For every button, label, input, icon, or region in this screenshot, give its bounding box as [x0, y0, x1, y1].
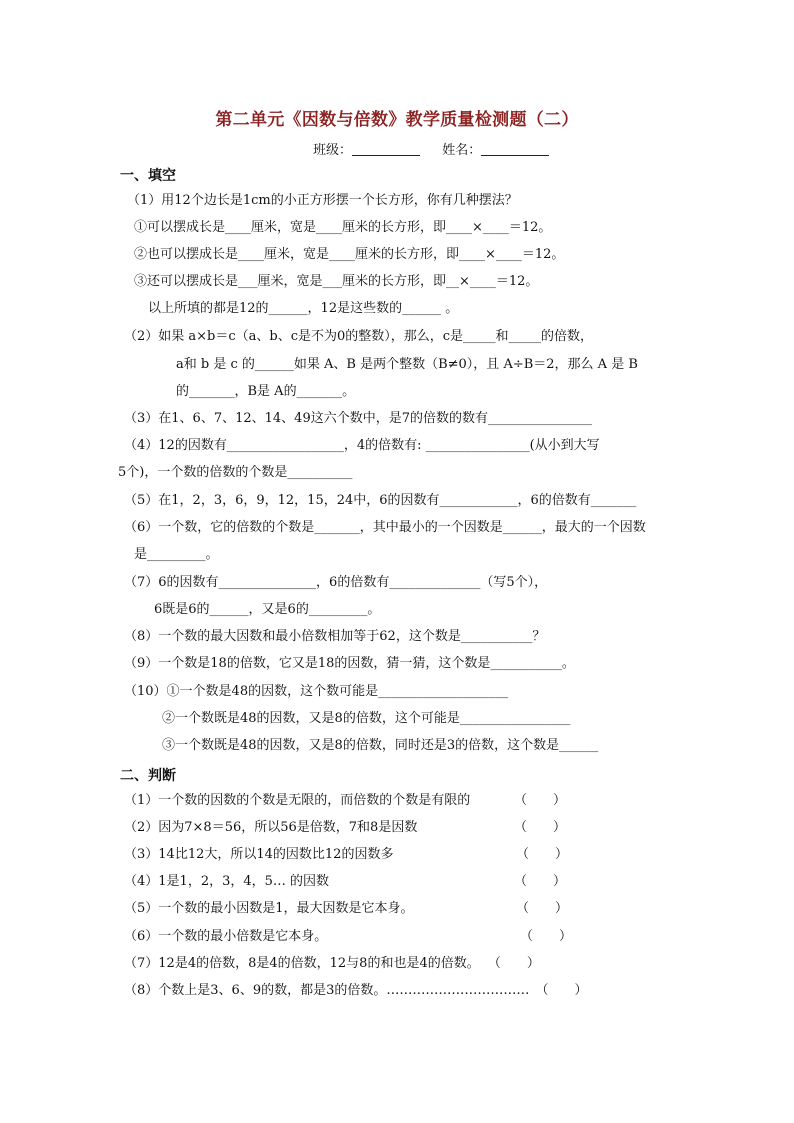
judge-item-2 — [124, 819, 567, 837]
fill-line-10b: ②一个数既是48的因数，又是8的倍数，这个可能是_________________ — [162, 711, 571, 726]
judge-statement: （2）因为7×8＝56，所以56是倍数，7和8是因数 — [124, 820, 418, 835]
judge-statement: （8）个数上是3、6、9的数，都是3的倍数。…………………………… — [124, 983, 530, 998]
fill-line-1b: ②也可以摆成长是____厘米，宽是____厘米的长方形，即____×____＝12。 — [134, 247, 565, 262]
judge-item-1 — [124, 792, 567, 810]
judge-item-3 — [124, 846, 569, 864]
page-title: 第二单元《因数与倍数》教学质量检测题（二） — [215, 110, 579, 130]
section-judge-heading: 二、判断 — [120, 768, 176, 784]
fill-line-2a: a和 b 是 c 的______如果 A、B 是两个整数（B≠0），且 A÷B＝2，那么 A 是 B — [176, 357, 638, 372]
judge-item-8 — [124, 982, 588, 1000]
fill-line-6: （6）一个数，它的倍数的个数是_______，其中最小的一个因数是______，最大的一个因数 — [124, 520, 646, 535]
fill-line-4: （4）12的因数有__________________，4的倍数有: ________________(从小到大写 — [124, 438, 600, 453]
fill-line-2b: 的_______，B是 A的_______。 — [176, 384, 356, 399]
judge-answer-box[interactable]: （ ） — [516, 901, 569, 916]
fill-line-1: （1）用12个边长是1cm的小正方形摆一个长方形，你有几种摆法？ — [127, 193, 518, 208]
fill-line-1a: ①可以摆成长是____厘米，宽是____厘米的长方形，即____×____＝12。 — [134, 220, 552, 235]
judge-item-7 — [124, 955, 540, 973]
judge-item-6 — [124, 928, 573, 946]
judge-statement: （6）一个数的最小倍数是它本身。 — [124, 929, 328, 944]
fill-line-3: （3）在1、6、7、12、14、49这六个数中，是7的倍数的数有________________ — [124, 411, 592, 426]
section-fill-blank-heading: 一、填空 — [120, 168, 176, 184]
judge-statement: （1）一个数的因数的个数是无限的，而倍数的个数是有限的 — [124, 793, 471, 808]
fill-line-1d: 以上所填的都是12的______，12是这些数的______ 。 — [148, 301, 459, 316]
fill-line-9: （9）一个数是18的倍数，它又是18的因数，猜一猜，这个数是___________。 — [124, 656, 575, 671]
judge-answer-box[interactable]: （ ） — [516, 847, 569, 862]
fill-line-10c: ③一个数既是48的因数，又是8的倍数，同时还是3的倍数，这个数是______ — [162, 738, 599, 753]
class-blank[interactable] — [352, 142, 420, 156]
fill-line-10: （10）①一个数是48的因数，这个数可能是____________________ — [124, 684, 509, 699]
judge-statement: （7）12是4的倍数，8是4的倍数，12与8的和也是4的倍数。 — [124, 956, 480, 971]
name-blank[interactable] — [481, 142, 549, 156]
judge-statement: （3）14比12大，所以14的因数比12的因数多 — [124, 847, 394, 862]
class-label: 班级： — [313, 143, 353, 158]
fill-line-2: （2）如果 a×b＝c（a、b、c是不为0的整数），那么，c是_____和_____的倍数， — [124, 329, 594, 344]
judge-answer-box[interactable]: （ ） — [535, 983, 588, 998]
judge-answer-box[interactable]: （ ） — [520, 929, 573, 944]
fill-line-6a: 是_________。 — [134, 547, 219, 562]
judge-statement: （5）一个数的最小因数是1，最大因数是它本身。 — [124, 901, 414, 916]
fill-line-7: （7）6的因数有_______________，6的倍数有______________（写5个）， — [124, 575, 548, 590]
judge-answer-box[interactable]: （ ） — [487, 956, 540, 971]
fill-line-4a: 5个)，一个数的倍数的个数是__________ — [118, 465, 353, 480]
fill-line-1c: ③还可以摆成长是___厘米，宽是___厘米的长方形，即__×____＝12。 — [134, 274, 539, 289]
judge-statement: （4）1是1，2，3，4，5… 的因数 — [124, 874, 330, 889]
judge-item-4 — [124, 873, 567, 891]
fill-line-7a: 6既是6的______，又是6的_________。 — [154, 602, 381, 617]
judge-answer-box[interactable]: （ ） — [514, 793, 567, 808]
judge-item-5 — [124, 900, 569, 918]
fill-line-8: （8）一个数的最大因数和最小倍数相加等于62，这个数是___________？ — [124, 629, 546, 644]
name-label: 姓名： — [442, 143, 482, 158]
judge-answer-box[interactable]: （ ） — [514, 874, 567, 889]
student-info — [313, 139, 549, 158]
judge-answer-box[interactable]: （ ） — [514, 820, 567, 835]
fill-line-5: （5）在1，2，3，6，9，12，15，24中，6的因数有____________，6的倍数有_______ — [124, 493, 637, 508]
